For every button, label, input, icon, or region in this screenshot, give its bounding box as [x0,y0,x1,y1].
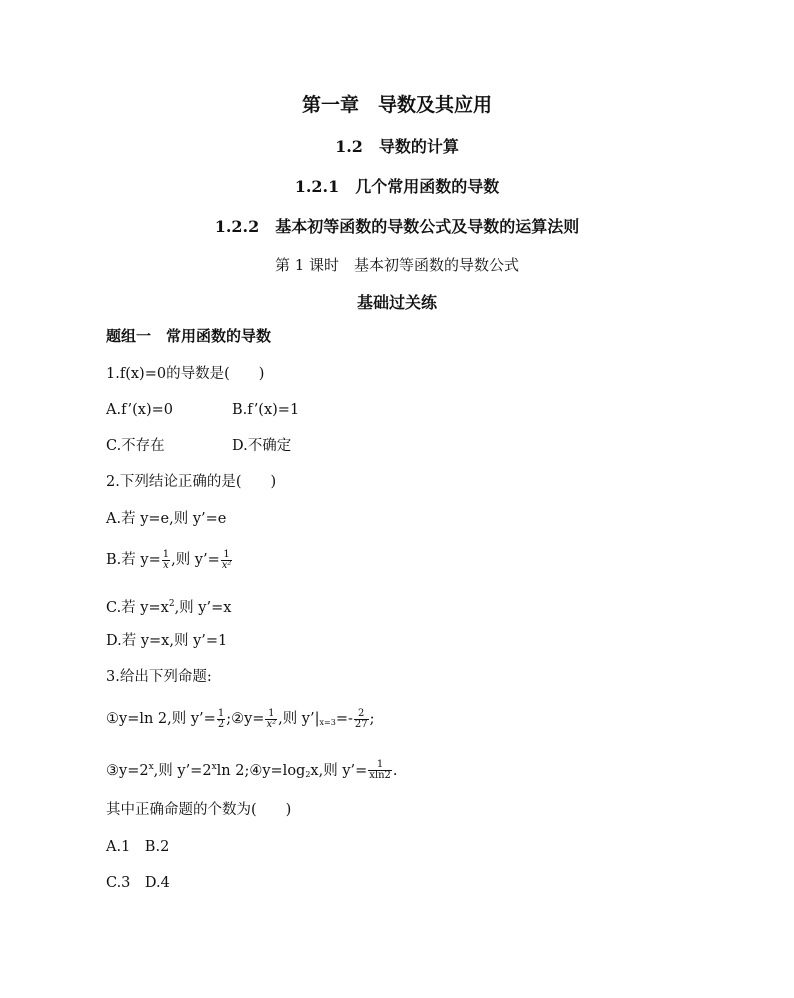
prop-2-start: ;②y= [226,711,265,727]
fraction-1-over-x [162,550,170,571]
prop-3-middle: ,则 y’=2 [153,762,212,779]
prop-2-text: ,则 y’| [278,711,320,727]
numerator: 1 [376,759,384,771]
question-3-ask: 其中正确命题的个数为( ) [106,802,292,818]
denominator: x² [221,559,232,571]
prop-4-start: ln 2;④y=log [216,762,306,779]
question-3-propositions-1-2 [106,702,375,736]
prop-1-text: ①y=ln 2,则 y’= [106,711,216,727]
question-3-propositions-3-4 [106,750,398,784]
prop-4-end: . [392,762,398,779]
subsection-title-1: 1.2.1 几个常用函数的导数 [294,177,500,196]
numerator: 1 [268,707,275,719]
denominator: 2 [217,718,225,730]
log-base: 2 [305,769,311,779]
question-3-options-ab: A.1 B.2 [106,839,170,855]
question-1-option-c: C.不存在 [106,438,165,454]
option-b-middle: ,则 y’= [171,552,220,568]
fraction-1-over-x-squared [221,550,233,571]
fraction-1-over-2 [217,709,225,730]
fraction-1-over-xln2 [368,760,392,781]
numerator: 1 [223,548,230,560]
exponent: x [148,762,154,772]
subsection-title-2: 1.2.2 基本初等函数的导数公式及导数的运算法则 [214,217,580,236]
question-2-option-a: A.若 y=e,则 y’=e [106,511,227,527]
question-1-option-d: D.不确定 [232,438,292,454]
fraction-2-over-27 [354,709,369,730]
denominator: 27 [354,718,368,730]
numerator: 1 [162,548,170,560]
question-1-stem: 1.f(x)=0的导数是( ) [106,366,265,382]
exponent: 2 [168,599,175,609]
lesson-title: 第 1 课时 基本初等函数的导数公式 [274,256,520,274]
denominator: x² [266,718,277,730]
question-2-option-d: D.若 y=x,则 y’=1 [106,633,228,649]
question-2-option-c [106,595,231,617]
prop-4-middle: x,则 y’= [310,762,368,779]
option-b-prefix: B.若 y= [106,552,161,568]
question-2-option-b [106,544,233,576]
denominator: xln2 [369,770,391,782]
question-2-stem: 2.下列结论正确的是( ) [106,474,277,490]
chapter-title: 第一章 导数及其应用 [301,94,492,116]
prop-2-equals: =- [335,711,353,727]
exercise-title: 基础过关练 [356,293,437,312]
evaluation-subscript: x=3 [319,718,336,727]
numerator: 2 [358,707,365,719]
group-title: 题组一 常用函数的导数 [106,327,272,345]
numerator: 1 [217,707,225,719]
section-title: 1.2 导数的计算 [335,137,459,156]
prop-3-start: ③y=2 [106,762,149,779]
question-3-stem: 3.给出下列命题: [106,669,212,685]
denominator: x [163,559,169,571]
fraction-1-over-x-squared [265,709,277,730]
question-1-option-b: B.f’(x)=1 [232,402,300,418]
question-3-options-cd: C.3 D.4 [106,875,170,891]
exponent: x [211,762,217,772]
option-c-prefix: C.若 y=x [106,599,169,616]
option-c-suffix: ,则 y’=x [174,599,232,616]
prop-2-end: ; [369,711,375,727]
question-1-option-a: A.f’(x)=0 [106,402,173,418]
